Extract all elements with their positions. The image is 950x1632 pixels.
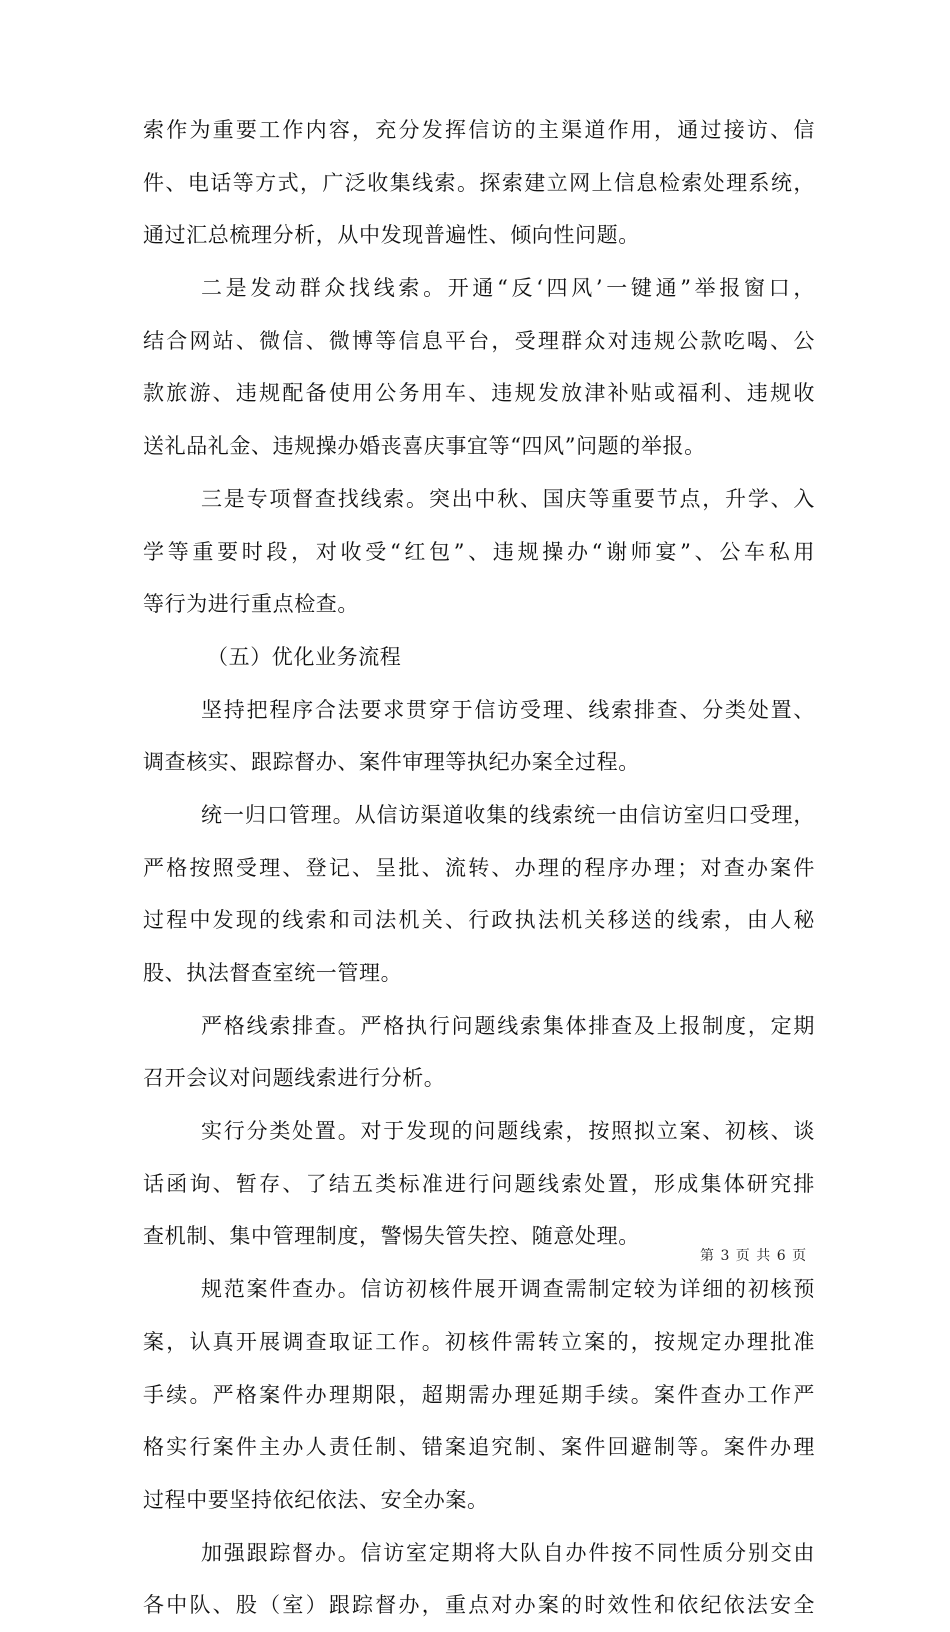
body-text-line: 各中队、股（室）跟踪督办，重点对办案的时效性和依纪依法安全 xyxy=(143,1593,815,1618)
body-text-line: 手续。严格案件办理期限，超期需办理延期手续。案件查办工作严 xyxy=(143,1382,815,1407)
body-text-line: 实行分类处置。对于发现的问题线索，按照拟立案、初核、谈 xyxy=(201,1119,815,1144)
body-text-line: 案，认真开展调查取证工作。初核件需转立案的，按规定办理批准 xyxy=(143,1329,815,1354)
body-text-line: 三是专项督查找线索。突出中秋、国庆等重要节点，升学、入 xyxy=(201,486,815,511)
section-heading: （五）优化业务流程 xyxy=(207,644,402,669)
body-text-line: 召开会议对问题线索进行分析。 xyxy=(143,1066,446,1091)
body-text-line: 严格线索排查。严格执行问题线索集体排查及上报制度，定期 xyxy=(201,1013,815,1038)
body-text-line: 等行为进行重点检查。 xyxy=(143,592,359,617)
document-body xyxy=(143,104,815,1632)
body-text-line: 送礼品礼金、违规操办婚丧喜庆事宜等“四风”问题的举报。 xyxy=(143,434,706,459)
body-text-line: 严格按照受理、登记、呈批、流转、办理的程序办理；对查办案件 xyxy=(143,855,815,880)
body-text-line: 结合网站、微信、微博等信息平台，受理群众对违规公款吃喝、公 xyxy=(143,328,815,353)
body-text-line: 款旅游、违规配备使用公务用车、违规发放津补贴或福利、违规收 xyxy=(143,381,815,406)
page-number-footer: 第 3 页 共 6 页 xyxy=(700,1248,808,1264)
body-text-line: 统一归口管理。从信访渠道收集的线索统一由信访室归口受理， xyxy=(201,802,815,827)
body-text-line: 过程中发现的线索和司法机关、行政执法机关移送的线索，由人秘 xyxy=(143,908,815,933)
body-text-line: 件、电话等方式，广泛收集线索。探索建立网上信息检索处理系统， xyxy=(143,170,815,195)
body-text-line: 调查核实、跟踪督办、案件审理等执纪办案全过程。 xyxy=(143,750,640,775)
body-text-line: 查机制、集中管理制度，警惕失管失控、随意处理。 xyxy=(143,1224,640,1249)
body-text-line: 话函询、暂存、了结五类标准进行问题线索处置，形成集体研究排 xyxy=(143,1171,815,1196)
body-text-line: 格实行案件主办人责任制、错案追究制、案件回避制等。案件办理 xyxy=(143,1435,815,1460)
body-text-line: 股、执法督查室统一管理。 xyxy=(143,961,403,985)
body-text-line: 学等重要时段，对收受“红包”、违规操办“谢师宴”、公车私用 xyxy=(143,539,815,564)
body-text-line: 二是发动群众找线索。开通“反‘四风’一键通”举报窗口， xyxy=(201,276,815,301)
body-text-line: 加强跟踪督办。信访室定期将大队自办件按不同性质分别交由 xyxy=(201,1540,815,1565)
body-text-line: 通过汇总梳理分析，从中发现普遍性、倾向性问题。 xyxy=(143,223,640,248)
body-text-line: 规范案件查办。信访初核件展开调查需制定较为详细的初核预 xyxy=(201,1277,815,1302)
body-text-line: 过程中要坚持依纪依法、安全办案。 xyxy=(143,1487,489,1512)
body-text-line: 索作为重要工作内容，充分发挥信访的主渠道作用，通过接访、信 xyxy=(143,118,815,142)
body-text-line: 坚持把程序合法要求贯穿于信访受理、线索排查、分类处置、 xyxy=(201,697,815,722)
